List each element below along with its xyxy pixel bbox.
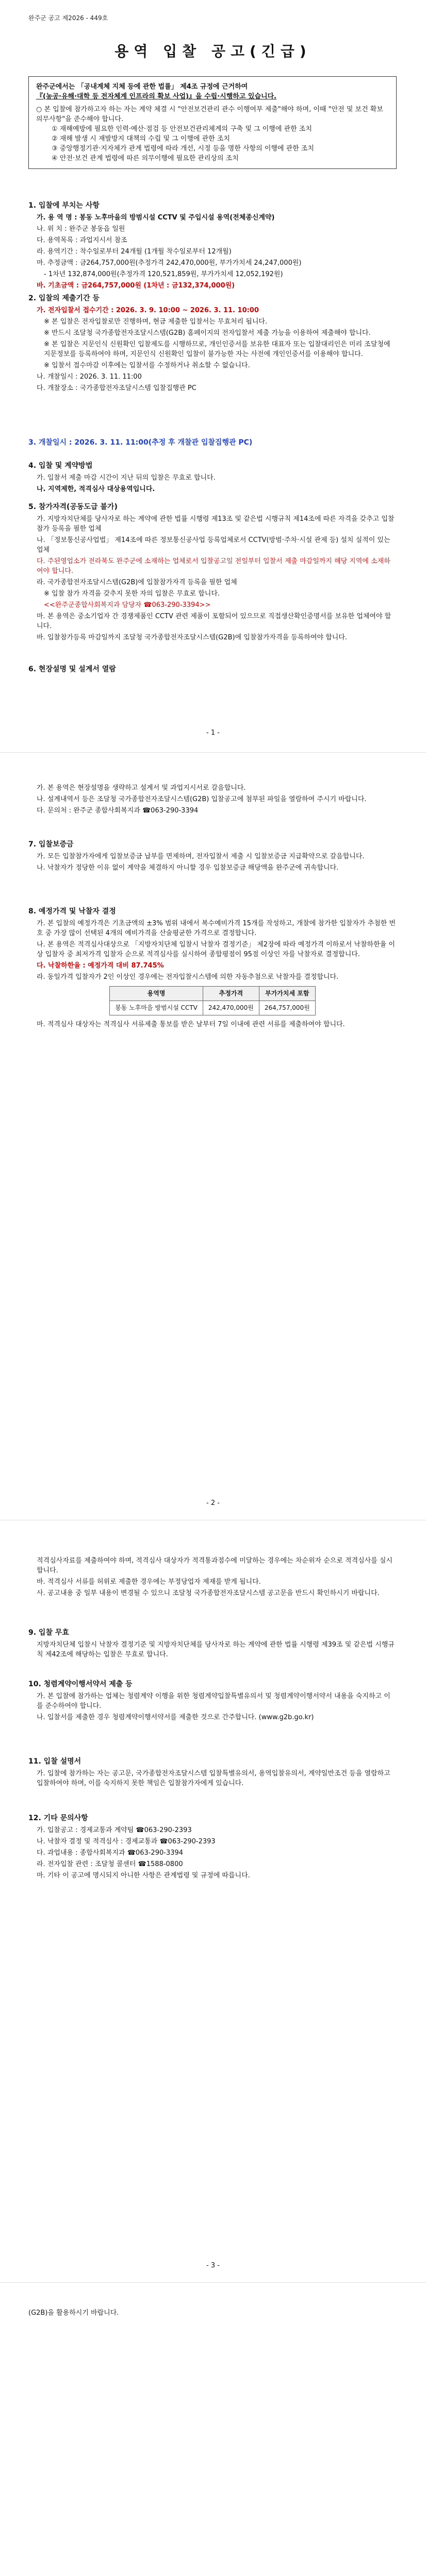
- intro-note-1: ○ 본 입찰에 참가하고자 하는 자는 계약 체결 시 "안전보건관리 관수 이행여부 제출"해야 하며, 이때 "안전 및 보건 확보 의무사항"을 준수해야 합니다.: [36, 106, 383, 123]
- section-5-f: 마. 본 용역은 중소기업자 간 경쟁제품인 CCTV 관련 제품이 포함되어 있으므로 직접생산확인증명서를 보유한 업체여야 합니다.: [37, 613, 391, 630]
- table-cell: 봉동 노후마을 방범시설 CCTV: [110, 1001, 203, 1015]
- page-2-p2: 나. 설계내역서 등은 조달청 국가종합전자조달시스템(G2B) 입찰공고에 첨부된 파일을 열람하여 주시기 바랍니다.: [37, 795, 367, 803]
- section-4: [28, 461, 397, 496]
- section-3-heading: 3. 개찰일시 : 2026. 3. 11. 11:00(추정 후 개찰관 입찰집행관 PC): [28, 438, 253, 447]
- section-1-e: 마. 추정금액 : 금264,757,000원(추정가격 242,470,000원, 부가가치세 24,247,000원): [37, 259, 302, 267]
- section-8-heading: 8. 예정가격 및 낙찰자 결정: [28, 907, 116, 916]
- intro-line-2: 『(농공·유해·대학 등 전자체계 인프라의 확보 사업)』을 수립·시행하고 있습니다.: [36, 93, 277, 100]
- price-table-header-row: [110, 987, 316, 1001]
- section-5-c: 다. 주된영업소가 전라북도 완주군에 소재하는 업체로서 입찰공고일 전일부터 입찰서 제출 마감일까지 해당 지역에 소재하여야 합니다.: [37, 557, 390, 575]
- section-9-heading: 9. 입찰 무효: [28, 1629, 69, 1637]
- page-number-2: - 2 -: [206, 1499, 220, 1507]
- table-cell: 264,757,000원: [259, 1001, 315, 1015]
- section-4-a: 가. 입찰서 제출 마감 시간이 지난 뒤의 입찰은 무효로 합니다.: [37, 474, 216, 482]
- section-12-e: 마. 기타 이 공고에 명시되지 아니한 사항은 관계법령 및 규정에 따릅니다.: [37, 1872, 250, 1879]
- section-8-c: 다. 낙찰하한율 : 예정가격 대비 87.745%: [37, 962, 164, 970]
- section-4-heading: 4. 입찰 및 계약방법: [28, 462, 93, 470]
- section-10-b: 나. 입찰서를 제출한 경우 청렴계약이행서약서를 제출한 것으로 간주합니다. (www.g2b.go.kr): [37, 1714, 314, 1721]
- section-5: [28, 502, 397, 644]
- page-4-p1: (G2B)을 활용하시기 바랍니다.: [28, 2309, 119, 2317]
- section-12-d: 라. 전자입찰 관련 : 조달청 콜센터 ☎1588-0800: [37, 1860, 183, 1868]
- section-10-heading: 10. 청렴계약이행서약서 제출 등: [28, 1680, 133, 1688]
- section-5-d: 라. 국가종합전자조달시스템(G2B)에 입찰참가자격 등록을 필한 업체: [37, 579, 237, 586]
- section-11-heading: 11. 입찰 설명서: [28, 1757, 81, 1766]
- section-5-heading: 5. 참가자격(공동도급 불가): [28, 503, 118, 511]
- section-1-b: 나. 위 치 : 완주군 봉동읍 일원: [37, 225, 125, 233]
- section-1: [28, 201, 397, 292]
- table-cell: 242,470,000원: [203, 1001, 259, 1015]
- page-3-intro: [28, 1556, 397, 1600]
- section-5-e: ※ 입찰 참가 자격을 갖추지 못한 자의 입찰은 무효로 합니다.: [44, 590, 220, 598]
- page-divider: [0, 752, 426, 753]
- section-1-f: 바. 기초금액 : 금264,757,000원 (1차년 : 금132,374,000원): [37, 282, 235, 290]
- intro-sub-4: ④ 안전·보건 관계 법령에 따른 의무이행에 필요한 관리상의 조치: [52, 155, 239, 162]
- section-12: [28, 1814, 397, 1882]
- section-12-c: 다. 과업내용 : 종합사회복지과 ☎063-290-3394: [37, 1849, 184, 1857]
- price-table: [109, 986, 316, 1015]
- section-1-d: 라. 용역기간 : 착수일로부터 24개월 (1개월 착수일로부터 12개월): [37, 248, 232, 256]
- section-12-heading: 12. 기타 문의사항: [28, 1814, 88, 1822]
- section-5-contact: <<완주군종합사회복지과 담당자 ☎063-290-3394>>: [44, 601, 211, 609]
- intro-sub-1: ① 재해예방에 필요한 인력·예산·점검 등 안전보건관리체계의 구축 및 그 이행에 관한 조치: [52, 125, 312, 133]
- section-12-b: 나. 낙찰자 결정 및 적격심사 : 경제교통과 ☎063-290-2393: [37, 1838, 216, 1845]
- section-9-a: 지방자치단체 입찰시 낙찰자 결정기준 및 지방자치단체를 당사자로 하는 계약에 관한 법률 시행령 제39조 및 같은법 시행규칙 제42조에 해당하는 입찰은 무효로 합니다.: [37, 1641, 395, 1658]
- section-2-a: 가. 전자입찰서 접수기간 : 2026. 3. 9. 10:00 ~ 2026. 3. 11. 10:00: [37, 307, 259, 314]
- page-3-p3: 사. 공고내용 중 일부 내용이 변경될 수 있으니 조달청 국가종합전자조달시스템 공고문을 반드시 확인하시기 바랍니다.: [37, 1589, 380, 1597]
- intro-sub-2: ② 재해 발생 시 재발방지 대책의 수립 및 그 이행에 관한 조치: [52, 135, 230, 143]
- section-2-a2: ※ 반드시 조달청 국가종합전자조달시스템(G2B) 홈페이지의 전자입찰서 제출 가능을 이용하여 제출해야 합니다.: [44, 329, 371, 337]
- section-7-b: 나. 낙찰자가 정당한 이유 없이 계약을 체결하지 아니할 경우 입찰보증금 해당액을 완주군에 귀속합니다.: [37, 864, 339, 872]
- section-1-e2: - 1차년 132,874,000원(추정가격 120,521,859원, 부가가치세 12,052,192원): [44, 270, 283, 278]
- section-6: [28, 665, 397, 676]
- section-2: [28, 294, 397, 395]
- page-number-3: - 3 -: [206, 2262, 220, 2269]
- section-1-heading: 1. 입찰에 부치는 사항: [28, 201, 100, 210]
- section-11-a: 가. 입찰에 참가하는 자는 공고문, 국가종합전자조달시스템 입찰특별유의서, 용역입찰유의서, 계약일반조건 등을 열람하고 입찰하여야 하며, 이를 숙지하지 못한 책임은 입찰참가자에게 있습니다.: [37, 1770, 390, 1787]
- page-2-p1: 가. 본 용역은 현장설명을 생략하고 설계서 및 과업지시서로 갈음합니다.: [37, 784, 246, 792]
- section-5-a: 가. 지방자치단체를 당사자로 하는 계약에 관한 법률 시행령 제13조 및 같은법 시행규칙 제14조에 따른 자격을 갖추고 입찰 참가 등록을 필한 업체: [37, 515, 395, 533]
- section-4-b: 나. 지역제한, 적격심사 대상용역입니다.: [37, 485, 155, 493]
- notice-title: 용역 입찰 공고(긴급): [114, 43, 312, 60]
- section-2-b: 나. 개찰일시 : 2026. 3. 11. 11:00: [37, 373, 142, 381]
- intro-sub-3: ③ 중앙행정기관·지자체가 관계 법령에 따라 개선, 시정 등을 명한 사항의 이행에 관한 조치: [52, 145, 315, 152]
- section-7-a: 가. 모든 입찰참가자에게 입찰보증금 납부를 면제하며, 전자입찰서 제출 시 입찰보증금 지급확약으로 갈음합니다.: [37, 853, 365, 860]
- section-8-d: 라. 동일가격 입찰자가 2인 이상인 경우에는 전자입찰시스템에 의한 자동추첨으로 낙찰자를 결정합니다.: [37, 973, 339, 981]
- page-2-p3: 다. 문의처 : 완주군 종합사회복지과 ☎063-290-3394: [37, 807, 199, 815]
- section-2-a1: ※ 본 입찰은 전자입찰로만 진행하며, 현금 제출한 입찰서는 무효처리 됩니다.: [44, 318, 268, 326]
- page-4-intro: [28, 2308, 397, 2319]
- section-8-a: 가. 본 입찰의 예정가격은 기초금액의 ±3% 범위 내에서 복수예비가격 15개를 작성하고, 개찰에 참가한 입찰자가 추첨한 번호 중 가장 많이 선택된 4개의 예비가격을 산술평균한 가격으로 결정합니다.: [37, 920, 396, 937]
- section-2-a4: ※ 입찰서 접수마감 이후에는 입찰서를 수정하거나 취소할 수 없습니다.: [44, 362, 250, 369]
- section-9: [28, 1628, 397, 1661]
- page-divider: [0, 2282, 426, 2283]
- section-7-heading: 7. 입찰보증금: [28, 840, 74, 849]
- price-table-header: 부가가치세 포함: [259, 987, 315, 1001]
- section-8-b: 나. 본 용역은 적격심사대상으로 「지방자치단체 입찰시 낙찰자 결정기준」 제2장에 따라 예정가격 이하로서 낙찰하한율 이상 입찰자 중 최저가격 입찰자 순으로 적격심사를 실시하여 종합평점이 95점 이상인 자를 낙찰자로 결정합니다.: [37, 941, 395, 958]
- section-1-a: 가. 용 역 명 : 봉동 노후마을의 방범시설 CCTV 및 주입시설 용역(전체종신계약): [37, 214, 275, 222]
- section-7: [28, 840, 397, 874]
- price-table-header: 추정가격: [203, 987, 259, 1001]
- section-12-a: 가. 입찰공고 : 경제교통과 계약팀 ☎063-290-2393: [37, 1826, 192, 1834]
- document-number: 완주군 공고 제2026 - 449호: [28, 14, 108, 22]
- section-8-e: 마. 적격심사 대상자는 적격심사 서류제출 통보를 받은 날부터 7일 이내에 관련 서류를 제출하여야 합니다.: [37, 1021, 345, 1028]
- section-2-a3: ※ 본 입찰은 지문인식 신원확인 입찰제도를 시행하므로, 개인인증서를 보유한 대표자 또는 입찰대리인은 미리 조달청에 지문정보를 등록하여야 하며, 지문인식 신원확인 입찰이 불가능한 자는 사전에 개인인증서를 이용해야 합니다.: [44, 341, 390, 358]
- intro-line-1: 완주군에서는 「공내계체 지체 등에 관한 법률」 제4조 규정에 근거하여: [36, 83, 248, 91]
- section-11: [28, 1757, 397, 1790]
- section-6-heading: 6. 현장설명 및 설계서 열람: [28, 665, 116, 673]
- section-2-heading: 2. 입찰의 제출기간 등: [28, 294, 100, 302]
- section-3: [28, 438, 397, 450]
- table-row: [110, 1001, 316, 1015]
- section-8: [28, 907, 397, 1031]
- section-10-a: 가. 본 입찰에 참가하는 업체는 청렴계약 이행을 위한 청렴계약입찰특별유의서 및 청렴계약이행서약서 내용을 숙지하고 이를 준수하여야 합니다.: [37, 1692, 390, 1710]
- section-2-c: 다. 개찰장소 : 국가종합전자조달시스템 입찰집행관 PC: [37, 384, 196, 392]
- section-1-c: 다. 용역목록 : 과업지시서 참조: [37, 236, 127, 244]
- intro-box: [28, 76, 397, 169]
- price-table-header: 용역명: [110, 987, 203, 1001]
- section-5-b: 나. 「정보통신공사업법」 제14조에 따른 정보통신공사업 등록업체로서 CCTV(방범·주차·시설 관제 등) 설치 실적이 있는 업체: [37, 536, 390, 554]
- page-3-p2: 바. 적격심사 서류를 허위로 제출한 경우에는 부정당업자 제재를 받게 됩니다.: [37, 1578, 261, 1586]
- page-number-1: - 1 -: [206, 729, 220, 737]
- page-3-p1: 적격심사자료를 제출하여야 하며, 적격심사 대상자가 적격통과점수에 미달하는 경우에는 차순위자 순으로 적격심사를 실시합니다.: [37, 1557, 393, 1574]
- section-5-g: 바. 입찰참가등록 마감일까지 조달청 국가종합전자조달시스템(G2B)에 입찰참가자격을 등록하여야 합니다.: [37, 634, 348, 641]
- page-2-intro: [28, 783, 397, 817]
- section-10: [28, 1680, 397, 1724]
